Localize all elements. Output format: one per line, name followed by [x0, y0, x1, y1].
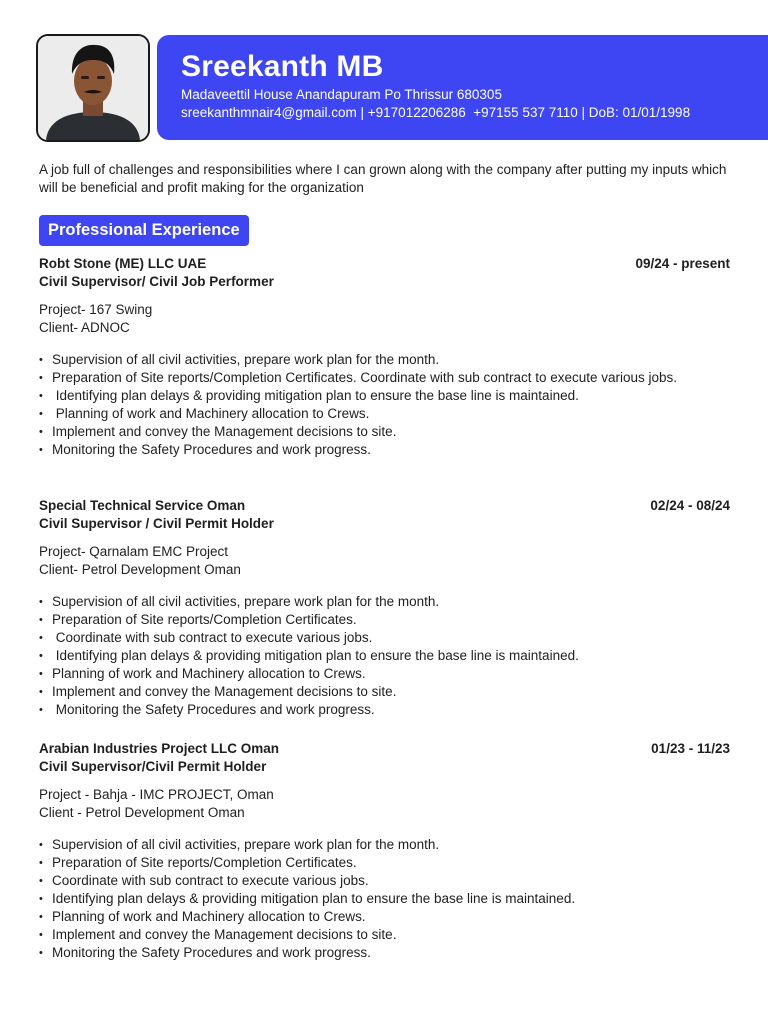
career-objective: A job full of challenges and responsibilities where I can grown along with the company after putting my inputs which will be beneficial and profit making for the organization — [39, 162, 727, 195]
job-project-info — [39, 543, 730, 579]
job-entry — [39, 255, 730, 459]
job-project: Project - Bahja - IMC PROJECT, Oman — [39, 787, 274, 802]
job-dates: 09/24 - present — [635, 256, 730, 271]
responsibility-item: • Preparation of Site reports/Completion Certificates. Coordinate with sub contract to execute various jobs. — [39, 369, 730, 387]
job-dates: 02/24 - 08/24 — [650, 498, 730, 513]
job-project-info — [39, 786, 730, 822]
job-project: Project- Qarnalam EMC Project — [39, 544, 229, 559]
responsibility-item: • Coordinate with sub contract to execute various jobs. — [39, 872, 730, 890]
profile-photo — [36, 34, 150, 142]
responsibility-item: • Implement and convey the Management decisions to site. — [39, 423, 730, 441]
responsibility-item: • Planning of work and Machinery allocation to Crews. — [39, 665, 730, 683]
responsibility-item: • Monitoring the Safety Procedures and work progress. — [39, 701, 730, 719]
responsibility-item: • Implement and convey the Management decisions to site. — [39, 926, 730, 944]
job-client: Client - Petrol Development Oman — [39, 805, 245, 820]
job-client: Client- Petrol Development Oman — [39, 562, 241, 577]
responsibility-item: • Identifying plan delays & providing mitigation plan to ensure the base line is maintained. — [39, 890, 730, 908]
address-line: Madaveettil House Anandapuram Po Thrissur 680305 — [181, 87, 502, 102]
job-project: Project- 167 Swing — [39, 302, 153, 317]
contact-line: sreekanthmnair4@gmail.com | +917012206286 +97155 537 7110 | DoB: 01/01/1998 — [181, 105, 691, 120]
responsibility-item: • Identifying plan delays & providing mitigation plan to ensure the base line is maintained. — [39, 647, 730, 665]
job-company: Special Technical Service Oman — [39, 498, 246, 513]
responsibility-item: • Preparation of Site reports/Completion Certificates. — [39, 611, 730, 629]
job-client: Client- ADNOC — [39, 320, 130, 335]
candidate-name: Sreekanth MB — [181, 50, 384, 83]
job-responsibilities — [39, 836, 730, 962]
responsibility-item: • Planning of work and Machinery allocation to Crews. — [39, 908, 730, 926]
responsibility-item: • Supervision of all civil activities, prepare work plan for the month. — [39, 351, 730, 369]
responsibility-item: • Planning of work and Machinery allocation to Crews. — [39, 405, 730, 423]
responsibility-item: • Coordinate with sub contract to execute various jobs. — [39, 629, 730, 647]
job-company: Arabian Industries Project LLC Oman — [39, 741, 280, 756]
job-responsibilities — [39, 351, 730, 459]
responsibility-item: • Monitoring the Safety Procedures and work progress. — [39, 441, 730, 459]
job-project-info — [39, 301, 730, 337]
job-company: Robt Stone (ME) LLC UAE — [39, 256, 207, 271]
job-role: Civil Supervisor/ Civil Job Performer — [39, 274, 274, 289]
responsibility-item: • Supervision of all civil activities, prepare work plan for the month. — [39, 593, 730, 611]
job-responsibilities — [39, 593, 730, 719]
responsibility-item: • Preparation of Site reports/Completion Certificates. — [39, 854, 730, 872]
responsibility-item: • Implement and convey the Management decisions to site. — [39, 683, 730, 701]
job-role: Civil Supervisor / Civil Permit Holder — [39, 516, 274, 531]
job-role: Civil Supervisor/Civil Permit Holder — [39, 759, 267, 774]
header-banner — [157, 35, 768, 140]
responsibility-item: • Identifying plan delays & providing mitigation plan to ensure the base line is maintained. — [39, 387, 730, 405]
job-entry — [39, 497, 730, 719]
section-title-professional-experience: Professional Experience — [39, 215, 249, 246]
job-entry — [39, 740, 730, 962]
job-dates: 01/23 - 11/23 — [651, 741, 730, 756]
profile-photo-image — [38, 36, 148, 140]
responsibility-item: • Supervision of all civil activities, prepare work plan for the month. — [39, 836, 730, 854]
responsibility-item: • Monitoring the Safety Procedures and work progress. — [39, 944, 730, 962]
